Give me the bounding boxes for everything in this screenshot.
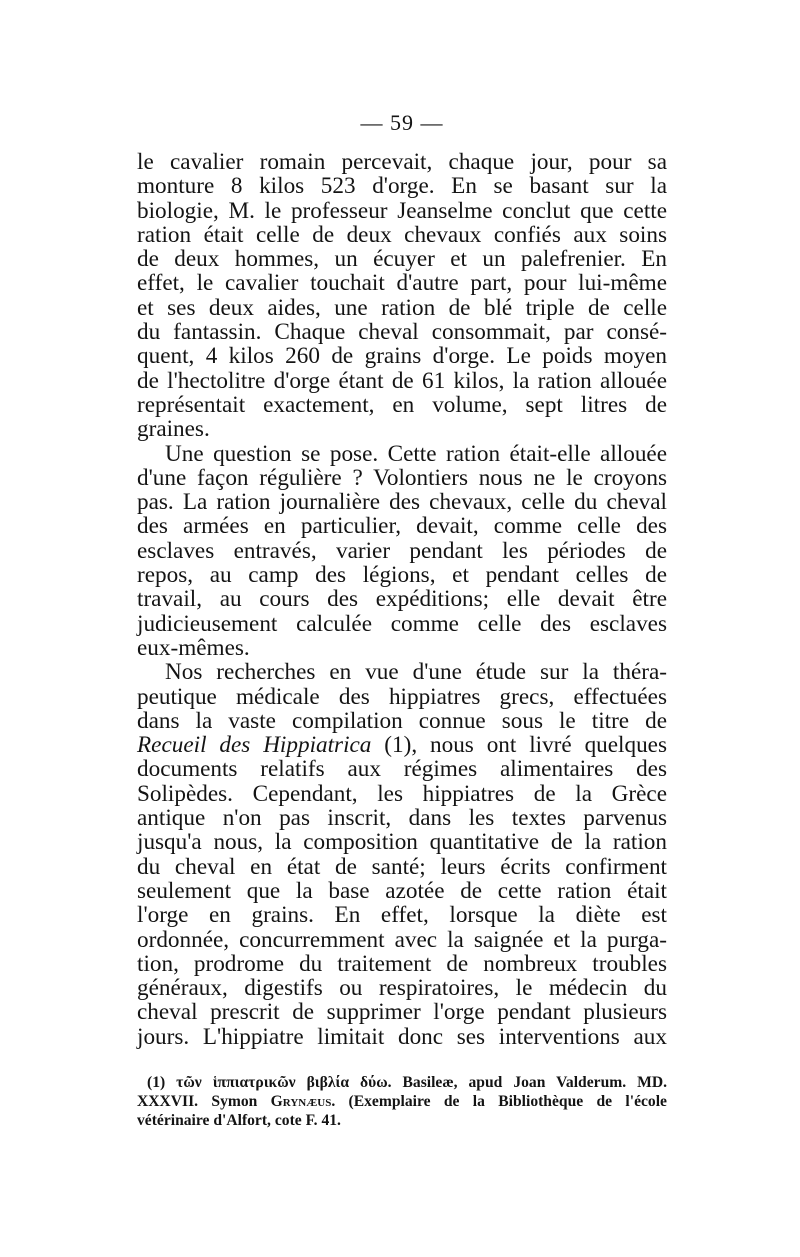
text-line: biologie, M. le professeur Jeanselme conclut que cette — [137, 197, 667, 224]
text-line: Une question se pose. Cette ration était-elle allouée — [165, 440, 667, 467]
text-line: Solipèdes. Cependant, les hippiatres de la Grèce — [137, 780, 667, 807]
text-line: effet, le cavalier touchait d'autre part, pour lui-même — [137, 270, 667, 297]
paragraph-3 — [137, 660, 667, 1049]
text-line: peutique médicale des hippiatres grecs, effectuées — [137, 683, 667, 710]
text-line: généraux, digestifs ou respiratoires, le médecin du — [137, 975, 667, 1002]
text-line: dans la vaste compilation connue sous le titre de — [137, 707, 667, 734]
text-line: du cheval en état de santé; leurs écrits confirment — [137, 853, 667, 880]
footnote-line: vétérinaire d'Alfort, cote F. 41. — [137, 1111, 341, 1129]
text-line: tion, prodrome du traitement de nombreux troubles — [137, 950, 667, 977]
text-line: du fantassin. Chaque cheval consommait, par consé- — [137, 319, 667, 346]
footnote-fragment: . (Exemplaire de la Bibliothèque de l'école — [331, 1092, 667, 1110]
text-line: Nos recherches en vue d'une étude sur la théra- — [165, 659, 667, 686]
text-line: des armées en particulier, devait, comme celle des — [137, 513, 667, 540]
text-line: de l'hectolitre d'orge étant de 61 kilos, la ration allouée — [137, 367, 667, 394]
document-page — [137, 108, 667, 1130]
text-line: le cavalier romain percevait, chaque jour, pour sa — [137, 149, 667, 175]
text-line: esclaves entravés, varier pendant les périodes de — [137, 537, 667, 564]
text-line: représentait exactement, en volume, sept litres de — [137, 391, 667, 418]
text-line: et ses deux aides, une ration de blé triple de celle — [137, 294, 667, 321]
paragraph-1 — [137, 150, 667, 442]
text-line: de deux hommes, un écuyer et un palefrenier. En — [137, 246, 667, 273]
text-line: pas. La ration journalière des chevaux, celle du cheval — [137, 489, 667, 516]
text-line: ration était celle de deux chevaux confiés aux soins — [137, 221, 667, 248]
text-line: jusqu'a nous, la composition quantitative de la ration — [137, 829, 667, 856]
footnote — [137, 1073, 667, 1130]
body-text — [137, 150, 667, 1049]
text-line: cheval prescrit de supprimer l'orge pendant plusieurs — [137, 999, 667, 1026]
text-line: seulement que la base azotée de cette ration était — [137, 877, 667, 904]
page-number: — 59 — — [360, 110, 444, 135]
text-line: repos, au camp des légions, et pendant celles de — [137, 562, 667, 589]
text-line: eux-mêmes. — [137, 634, 250, 661]
text-line: documents relatifs aux régimes alimentaires des — [137, 756, 667, 783]
text-line: monture 8 kilos 523 d'orge. En se basant sur la — [137, 173, 667, 200]
text-line: travail, au cours des expéditions; elle devait être — [137, 586, 667, 613]
text-line: d'une façon régulière ? Volontiers nous ne le croyons — [137, 464, 667, 491]
footnote-line — [137, 1092, 667, 1111]
text-line: l'orge en grains. En effet, lorsque la diète est — [137, 902, 667, 929]
text-line: judicieusement calculée comme celle des esclaves — [137, 610, 667, 637]
text-line: antique n'on pas inscrit, dans les textes parvenus — [137, 805, 667, 832]
text-fragment: (1), nous ont livré quelques — [371, 732, 667, 759]
text-line: jours. L'hippiatre limitait donc ses interventions aux — [137, 1023, 667, 1050]
text-line: ordonnée, concurremment avec la saignée et la purga- — [137, 926, 667, 953]
footnote-fragment: XXXVII. Symon — [137, 1092, 271, 1110]
paragraph-2 — [137, 442, 667, 661]
text-line: quent, 4 kilos 260 de grains d'orge. Le poids moyen — [137, 343, 667, 370]
text-line-with-title — [137, 733, 667, 757]
author-name: Grynæus — [270, 1092, 332, 1110]
text-line: graines. — [137, 416, 210, 443]
book-title: Recueil des Hippiatrica — [137, 732, 372, 759]
footnote-line: (1) τῶν ἱππιατρικῶν βιβλία δύω. Basileæ, apud Joan Valderum. MD. — [147, 1073, 667, 1091]
